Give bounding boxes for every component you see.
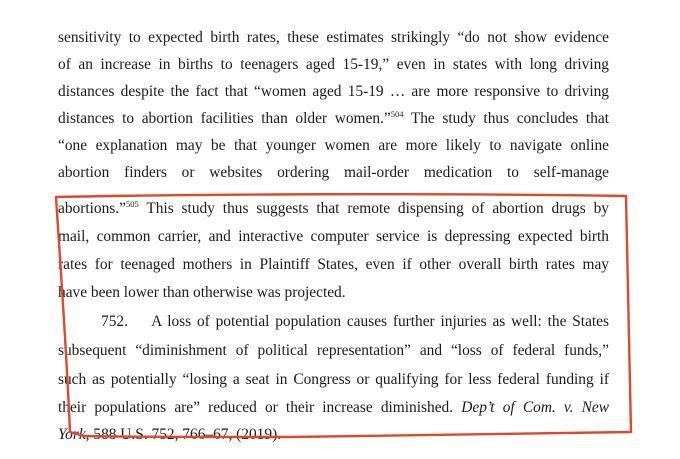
case-citation: Dep’t of Com. v. New <box>461 399 609 416</box>
text-run: rates for teenaged mothers in Plaintiff States, even if other overall birth rates may <box>58 256 609 273</box>
paragraph-line-4 <box>58 109 609 129</box>
paragraph-line-6 <box>58 163 609 183</box>
footnote-ref-504[interactable]: 504 <box>390 109 404 119</box>
text-run: , 588 U.S. 752, 766–67, (2019). <box>85 426 282 443</box>
paragraph-number: 752. <box>101 313 128 330</box>
paragraph-752-line-4 <box>58 398 609 418</box>
paragraph-line-3 <box>58 82 609 102</box>
text-run: sensitivity to expected birth rates, these estimates strikingly “do not show evidence <box>58 29 609 46</box>
text-run: distances despite the fact that “women aged 15-19 … are more responsive to driving <box>58 83 609 100</box>
text-run: A loss of potential population causes further injuries as well: the States <box>151 313 609 330</box>
paragraph-752-line-3 <box>58 370 609 390</box>
paragraph-752-line-1 <box>101 312 609 332</box>
text-run: “one explanation may be that younger women are more likely to navigate online <box>58 137 609 154</box>
footnote-ref-505[interactable]: 505 <box>125 199 139 209</box>
paragraph-line-1 <box>58 28 609 48</box>
case-citation: York <box>58 426 86 443</box>
text-run: abortion finders or websites ordering mail-order medication to self-manage <box>58 164 609 181</box>
paragraph-line-7 <box>58 199 609 219</box>
text-run: abortions.” <box>58 200 126 217</box>
paragraph-line-8 <box>58 227 609 247</box>
text-run: of an increase in births to teenagers aged 15-19,” even in states with long driving <box>58 56 609 73</box>
text-run: This study thus suggests that remote dispensing of abortion drugs by <box>138 200 609 217</box>
paragraph-752-line-2 <box>58 341 609 361</box>
paragraph-line-9 <box>58 255 609 275</box>
text-run: have been lower than otherwise was projected. <box>58 284 346 301</box>
text-run: mail, common carrier, and interactive computer service is depressing expected birth <box>58 228 609 245</box>
text-run: such as potentially “losing a seat in Congress or qualifying for less federal funding if <box>58 371 609 388</box>
text-run: The study thus concludes that <box>403 110 610 127</box>
paragraph-752-line-5 <box>58 425 609 445</box>
text-run: their populations are” reduced or their increase diminished. <box>58 399 454 416</box>
text-run: subsequent “diminishment of political representation” and “loss of federal funds,” <box>58 342 609 359</box>
text-run: distances to abortion facilities than older women.” <box>58 110 391 127</box>
paragraph-line-2 <box>58 55 609 75</box>
paragraph-line-5 <box>58 136 609 156</box>
paragraph-line-10 <box>58 283 609 303</box>
